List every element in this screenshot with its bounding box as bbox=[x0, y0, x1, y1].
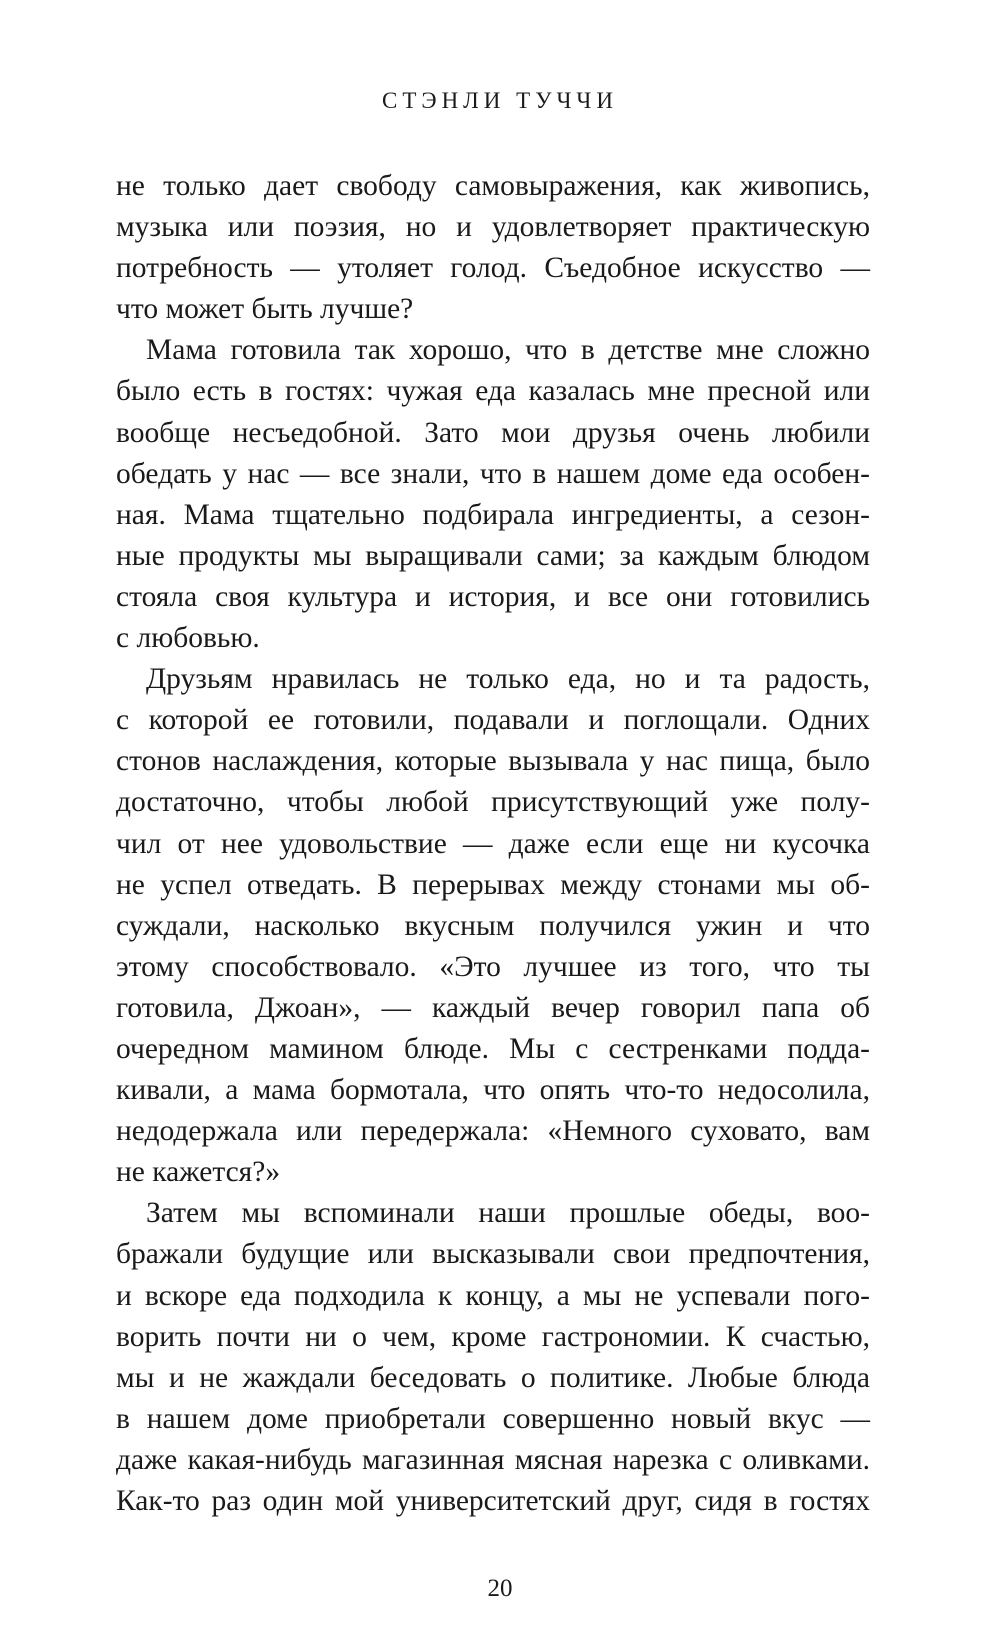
text-line: вообще несъедобной. Зато мои друзья очень любили bbox=[116, 416, 870, 449]
text-line: готовила, Джоан», — каждый вечер говорил папа об bbox=[116, 991, 870, 1024]
text-line: музыка или поэзия, но и удовлетворяет практическую bbox=[116, 211, 870, 244]
text-line: обедать у нас — все знали, что в нашем доме еда особен- bbox=[116, 457, 870, 490]
text-line: этому способствовало. «Это лучшее из того, что ты bbox=[116, 950, 870, 983]
text-line: ные продукты мы выращивали сами; за каждым блюдом bbox=[116, 539, 870, 572]
text-line: потребность — утоляет голод. Съедобное искусство — bbox=[116, 252, 870, 285]
text-line: кивали, а мама бормотала, что опять что-то недосолила, bbox=[116, 1074, 870, 1107]
running-head: СТЭНЛИ ТУЧЧИ bbox=[382, 88, 618, 113]
text-line: очередном мамином блюде. Мы с сестренками подда- bbox=[116, 1032, 870, 1065]
text-line: Мама готовила так хорошо, что в детстве мне сложно bbox=[146, 334, 870, 367]
text-line: мы и не жаждали беседовать о политике. Любые блюда bbox=[116, 1361, 870, 1394]
text-line: с любовью. bbox=[116, 622, 260, 655]
text-line: не только дает свободу самовыражения, как живопись, bbox=[116, 170, 870, 202]
text-line: недодержала или передержала: «Немного суховато, вам bbox=[116, 1115, 870, 1148]
text-line: стояла своя культура и история, и все они готовились bbox=[116, 580, 870, 613]
page-number: 20 bbox=[487, 1575, 513, 1602]
text-line: не успел отведать. В перерывах между стонами мы об- bbox=[116, 868, 870, 901]
text-line: ная. Мама тщательно подбирала ингредиенты, а сезон- bbox=[116, 498, 870, 531]
text-line: в нашем доме приобретали совершенно новый вкус — bbox=[116, 1402, 870, 1435]
text-line: было есть в гостях: чужая еда казалась мне пресной или bbox=[116, 375, 870, 408]
text-line: даже какая-нибудь магазинная мясная нарезка с оливками. bbox=[116, 1443, 870, 1476]
text-line: суждали, насколько вкусным получился ужин и что bbox=[116, 909, 870, 942]
text-line: что может быть лучше? bbox=[116, 293, 414, 326]
text-line: стонов наслаждения, которые вызывала у нас пища, было bbox=[116, 745, 870, 778]
text-line: Как-то раз один мой университетский друг, сидя в гостях bbox=[116, 1485, 870, 1517]
text-line: не кажется?» bbox=[116, 1156, 281, 1189]
text-line: чил от нее удовольствие — даже если еще ни кусочка bbox=[116, 827, 870, 860]
text-line: и вскоре еда подходила к концу, а мы не успевали пого- bbox=[116, 1279, 870, 1312]
text-line: с которой ее готовили, подавали и поглощали. Одних bbox=[116, 704, 870, 737]
text-line: Затем мы вспоминали наши прошлые обеды, воо- bbox=[146, 1197, 870, 1230]
text-line: достаточно, чтобы любой присутствующий уже полу- bbox=[116, 786, 870, 819]
text-line: ворить почти ни о чем, кроме гастрономии. К счастью, bbox=[116, 1320, 870, 1353]
text-line: бражали будущие или высказывали свои предпочтения, bbox=[116, 1238, 870, 1271]
body-text bbox=[116, 166, 870, 1522]
text-line: Друзьям нравилась не только еда, но и та радость, bbox=[146, 663, 870, 696]
